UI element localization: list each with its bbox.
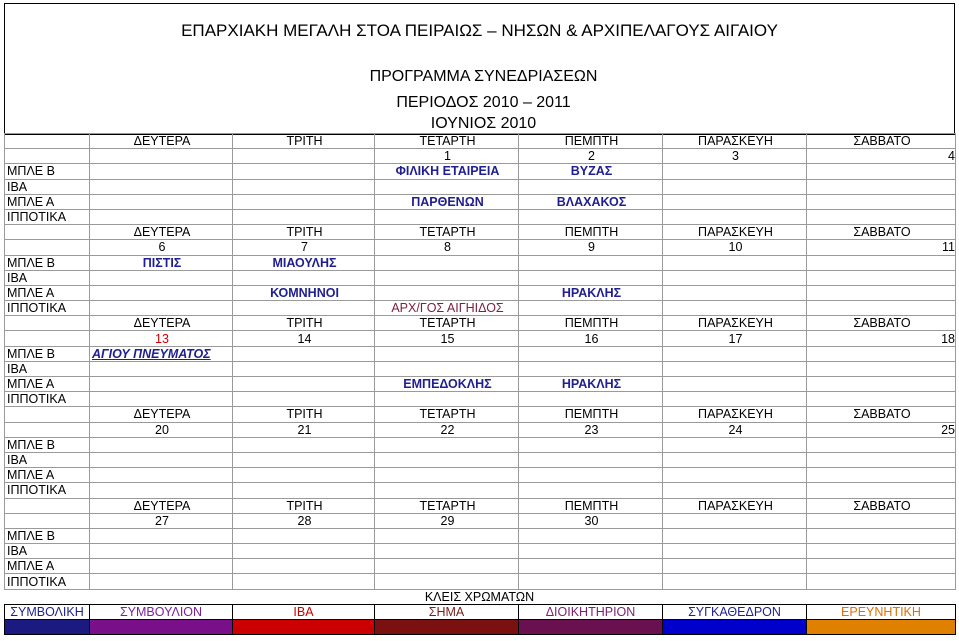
day-header-row xyxy=(5,316,956,331)
session-cell xyxy=(375,468,519,483)
hall-row xyxy=(5,361,956,376)
legend-swatch xyxy=(807,620,956,635)
session-cell xyxy=(375,392,519,407)
day-name-cell: ΤΕΤΑΡΤΗ xyxy=(375,134,519,149)
session-cell xyxy=(807,377,956,392)
date-cell xyxy=(807,513,956,528)
blank-cell xyxy=(5,316,90,331)
session-cell xyxy=(807,285,956,300)
day-name-cell: ΠΕΜΠΤΗ xyxy=(519,134,663,149)
hall-name-cell: ΜΠΛΕ Β xyxy=(5,437,90,452)
date-cell: 29 xyxy=(375,513,519,528)
session-cell xyxy=(90,194,233,209)
program-title: ΠΡΟΓΡΑΜΜΑ ΣΥΝΕΔΡΙΑΣΕΩΝ xyxy=(369,68,598,85)
session-cell xyxy=(519,483,663,498)
session-cell xyxy=(519,452,663,467)
blank-cell xyxy=(5,134,90,149)
date-cell: 15 xyxy=(375,331,519,346)
session-cell xyxy=(519,346,663,361)
day-name-cell: ΠΑΡΑΣΚΕΥΗ xyxy=(663,407,807,422)
schedule-table xyxy=(4,133,956,590)
session-cell xyxy=(90,361,233,376)
date-cell: 28 xyxy=(233,513,375,528)
hall-row xyxy=(5,574,956,589)
date-cell: 6 xyxy=(90,240,233,255)
hall-name-cell: ΙΠΠΟΤΙΚΑ xyxy=(5,301,90,316)
hall-row xyxy=(5,437,956,452)
hall-name-cell: ΙΠΠΟΤΙΚΑ xyxy=(5,209,90,224)
date-row xyxy=(5,331,956,346)
hall-name-cell: ΜΠΛΕ Α xyxy=(5,468,90,483)
session-cell xyxy=(375,270,519,285)
session-cell: ΕΜΠΕΔΟΚΛΗΣ xyxy=(375,377,519,392)
date-cell: 22 xyxy=(375,422,519,437)
session-cell xyxy=(519,544,663,559)
date-cell: 3 xyxy=(663,149,807,164)
session-cell xyxy=(90,452,233,467)
day-name-cell: ΣΑΒΒΑΤΟ xyxy=(807,134,956,149)
date-cell xyxy=(233,149,375,164)
session-cell xyxy=(519,361,663,376)
session-cell: ΗΡΑΚΛΗΣ xyxy=(519,285,663,300)
session-cell xyxy=(375,528,519,543)
session-cell xyxy=(90,270,233,285)
hall-name-cell: ΜΠΛΕ Β xyxy=(5,164,90,179)
day-name-cell: ΠΑΡΑΣΚΕΥΗ xyxy=(663,225,807,240)
session-cell xyxy=(375,437,519,452)
day-name-cell: ΣΑΒΒΑΤΟ xyxy=(807,407,956,422)
date-row xyxy=(5,422,956,437)
day-name-cell: ΔΕΥΤΕΡΑ xyxy=(90,134,233,149)
session-cell xyxy=(519,179,663,194)
day-name-cell: ΤΡΙΤΗ xyxy=(233,225,375,240)
session-cell xyxy=(663,528,807,543)
session-cell xyxy=(90,285,233,300)
session-cell xyxy=(233,301,375,316)
session-cell xyxy=(90,179,233,194)
day-name-cell: ΣΑΒΒΑΤΟ xyxy=(807,316,956,331)
hall-name-cell: ΙΠΠΟΤΙΚΑ xyxy=(5,483,90,498)
session-cell xyxy=(663,301,807,316)
session-cell xyxy=(807,468,956,483)
date-cell: 21 xyxy=(233,422,375,437)
hall-name-cell: ΜΠΛΕ Α xyxy=(5,559,90,574)
date-cell: 11 xyxy=(807,240,956,255)
session-cell xyxy=(233,483,375,498)
date-cell: 7 xyxy=(233,240,375,255)
session-cell xyxy=(807,392,956,407)
blank-cell xyxy=(5,331,90,346)
blank-cell xyxy=(5,498,90,513)
session-cell xyxy=(375,361,519,376)
legend-label: ΔΙΟΙΚΗΤΗΡΙΟΝ xyxy=(519,605,663,620)
legend-swatch xyxy=(519,620,663,635)
day-name-cell: ΔΕΥΤΕΡΑ xyxy=(90,407,233,422)
session-cell xyxy=(663,377,807,392)
date-cell: 23 xyxy=(519,422,663,437)
date-cell: 24 xyxy=(663,422,807,437)
hall-name-cell: ΙΒΑ xyxy=(5,270,90,285)
blank-cell xyxy=(5,240,90,255)
blank-cell xyxy=(5,149,90,164)
hall-name-cell: ΜΠΛΕ Α xyxy=(5,377,90,392)
session-cell xyxy=(807,270,956,285)
day-name-cell: ΤΡΙΤΗ xyxy=(233,134,375,149)
session-cell xyxy=(233,544,375,559)
session-cell xyxy=(90,468,233,483)
session-cell xyxy=(233,452,375,467)
session-cell: ΒΛΑΧΑΚΟΣ xyxy=(519,194,663,209)
date-cell: 9 xyxy=(519,240,663,255)
session-cell xyxy=(663,574,807,589)
session-cell xyxy=(233,392,375,407)
color-legend xyxy=(4,604,956,635)
hall-row xyxy=(5,559,956,574)
date-cell xyxy=(90,149,233,164)
legend-swatch xyxy=(233,620,375,635)
hall-row xyxy=(5,194,956,209)
session-cell: ΒΥΖΑΣ xyxy=(519,164,663,179)
legend-title: ΚΛΕΙΣ ΧΡΩΜΑΤΩΝ xyxy=(424,590,535,604)
session-cell xyxy=(233,361,375,376)
legend-swatch xyxy=(90,620,233,635)
day-name-cell: ΣΑΒΒΑΤΟ xyxy=(807,225,956,240)
day-name-cell: ΤΡΙΤΗ xyxy=(233,407,375,422)
session-cell xyxy=(233,270,375,285)
session-cell xyxy=(663,544,807,559)
session-cell xyxy=(807,164,956,179)
day-name-cell: ΤΕΤΑΡΤΗ xyxy=(375,316,519,331)
date-cell: 2 xyxy=(519,149,663,164)
date-cell xyxy=(663,513,807,528)
session-cell xyxy=(519,255,663,270)
session-cell xyxy=(519,301,663,316)
hall-name-cell: ΙΒΑ xyxy=(5,544,90,559)
hall-row xyxy=(5,164,956,179)
session-cell xyxy=(807,209,956,224)
day-name-cell: ΤΕΤΑΡΤΗ xyxy=(375,407,519,422)
hall-row xyxy=(5,392,956,407)
legend-label: ΕΡΕΥΝΗΤΙΚΗ xyxy=(807,605,956,620)
session-cell xyxy=(663,270,807,285)
hall-name-cell: ΜΠΛΕ Β xyxy=(5,255,90,270)
hall-name-cell: ΜΠΛΕ Β xyxy=(5,346,90,361)
date-row xyxy=(5,240,956,255)
session-cell xyxy=(807,437,956,452)
session-cell xyxy=(233,528,375,543)
session-cell xyxy=(375,255,519,270)
hall-row xyxy=(5,179,956,194)
session-cell xyxy=(519,437,663,452)
session-cell xyxy=(663,194,807,209)
day-name-cell: ΔΕΥΤΕΡΑ xyxy=(90,498,233,513)
day-name-cell: ΠΑΡΑΣΚΕΥΗ xyxy=(663,134,807,149)
session-cell xyxy=(807,528,956,543)
hall-row xyxy=(5,346,956,361)
session-cell xyxy=(807,559,956,574)
date-cell: 27 xyxy=(90,513,233,528)
day-name-cell: ΣΑΒΒΑΤΟ xyxy=(807,498,956,513)
day-header-row xyxy=(5,134,956,149)
day-name-cell: ΠΕΜΠΤΗ xyxy=(519,316,663,331)
hall-row xyxy=(5,483,956,498)
day-name-cell: ΤΕΤΑΡΤΗ xyxy=(375,498,519,513)
session-cell xyxy=(90,483,233,498)
date-cell: 17 xyxy=(663,331,807,346)
hall-name-cell: ΙΠΠΟΤΙΚΑ xyxy=(5,392,90,407)
legend-label: ΣΗΜΑ xyxy=(375,605,519,620)
session-cell xyxy=(807,301,956,316)
session-cell xyxy=(663,452,807,467)
session-cell: ΠΑΡΘΕΝΩΝ xyxy=(375,194,519,209)
legend-label: ΣΥΜΒΟΛΙΚΗ xyxy=(5,605,90,620)
hall-row xyxy=(5,285,956,300)
blank-cell xyxy=(5,422,90,437)
hall-row xyxy=(5,301,956,316)
date-cell: 1 xyxy=(375,149,519,164)
day-name-cell: ΠΕΜΠΤΗ xyxy=(519,498,663,513)
legend-swatch xyxy=(5,620,90,635)
session-cell xyxy=(807,346,956,361)
hall-row xyxy=(5,452,956,467)
day-name-cell: ΠΑΡΑΣΚΕΥΗ xyxy=(663,316,807,331)
date-cell: 20 xyxy=(90,422,233,437)
session-cell xyxy=(807,544,956,559)
hall-row xyxy=(5,544,956,559)
session-cell: ΗΡΑΚΛΗΣ xyxy=(519,377,663,392)
session-cell xyxy=(233,179,375,194)
session-cell xyxy=(375,209,519,224)
legend-label: ΣΥΜΒΟΥΛΙΟΝ xyxy=(90,605,233,620)
session-cell xyxy=(90,377,233,392)
session-cell xyxy=(90,437,233,452)
session-cell xyxy=(663,468,807,483)
date-cell: 8 xyxy=(375,240,519,255)
session-cell xyxy=(663,285,807,300)
session-cell xyxy=(233,574,375,589)
session-cell: ΜΙΑΟΥΛΗΣ xyxy=(233,255,375,270)
session-cell xyxy=(663,559,807,574)
session-cell xyxy=(519,270,663,285)
hall-row xyxy=(5,528,956,543)
session-cell xyxy=(807,361,956,376)
day-name-cell: ΤΡΙΤΗ xyxy=(233,498,375,513)
session-cell xyxy=(375,544,519,559)
session-cell xyxy=(663,209,807,224)
session-cell xyxy=(807,179,956,194)
day-name-cell: ΔΕΥΤΕΡΑ xyxy=(90,225,233,240)
hall-name-cell: ΜΠΛΕ Α xyxy=(5,285,90,300)
hall-name-cell: ΜΠΛΕ Β xyxy=(5,528,90,543)
hall-name-cell: ΙΒΑ xyxy=(5,179,90,194)
date-cell: 30 xyxy=(519,513,663,528)
session-cell xyxy=(90,544,233,559)
session-cell: ΠΙΣΤΙΣ xyxy=(90,255,233,270)
hall-row xyxy=(5,209,956,224)
session-cell xyxy=(663,392,807,407)
day-name-cell: ΤΡΙΤΗ xyxy=(233,316,375,331)
hall-row xyxy=(5,255,956,270)
session-cell xyxy=(233,468,375,483)
session-cell xyxy=(663,164,807,179)
legend-swatch xyxy=(663,620,807,635)
session-cell xyxy=(233,377,375,392)
session-cell xyxy=(375,574,519,589)
hall-name-cell: ΙΠΠΟΤΙΚΑ xyxy=(5,574,90,589)
day-name-cell: ΔΕΥΤΕΡΑ xyxy=(90,316,233,331)
date-cell: 16 xyxy=(519,331,663,346)
hall-name-cell: ΜΠΛΕ Α xyxy=(5,194,90,209)
day-name-cell: ΤΕΤΑΡΤΗ xyxy=(375,225,519,240)
session-cell xyxy=(375,483,519,498)
session-cell xyxy=(663,255,807,270)
session-cell xyxy=(233,164,375,179)
session-cell xyxy=(90,209,233,224)
session-cell xyxy=(375,285,519,300)
hall-row xyxy=(5,270,956,285)
day-name-cell: ΠΕΜΠΤΗ xyxy=(519,225,663,240)
session-cell xyxy=(807,194,956,209)
session-cell xyxy=(663,179,807,194)
blank-cell xyxy=(5,225,90,240)
session-cell xyxy=(519,392,663,407)
session-cell xyxy=(807,483,956,498)
session-cell: ΚΟΜΝΗΝΟΙ xyxy=(233,285,375,300)
session-cell xyxy=(90,528,233,543)
month-title: ΙΟΥΝΙΟΣ 2010 xyxy=(430,115,537,132)
session-cell xyxy=(90,574,233,589)
hall-name-cell: ΙΒΑ xyxy=(5,361,90,376)
blank-cell xyxy=(5,407,90,422)
session-cell xyxy=(663,437,807,452)
session-cell: ΦΙΛΙΚΗ ΕΤΑΙΡΕΙΑ xyxy=(375,164,519,179)
hall-name-cell: ΙΒΑ xyxy=(5,452,90,467)
blank-cell xyxy=(5,513,90,528)
date-cell: 4 xyxy=(807,149,956,164)
legend-label: ΣΥΓΚΑΘΕΔΡΟΝ xyxy=(663,605,807,620)
session-cell xyxy=(807,255,956,270)
schedule-sheet xyxy=(4,3,955,637)
session-cell: ΑΡΧ/ΓΟΣ ΑΙΓΗΙΔΟΣ xyxy=(375,301,519,316)
session-cell xyxy=(663,346,807,361)
session-cell xyxy=(90,392,233,407)
session-cell xyxy=(807,452,956,467)
session-cell xyxy=(90,164,233,179)
date-cell: 10 xyxy=(663,240,807,255)
day-header-row xyxy=(5,498,956,513)
date-cell: 14 xyxy=(233,331,375,346)
day-header-row xyxy=(5,225,956,240)
session-cell xyxy=(519,209,663,224)
session-cell xyxy=(375,346,519,361)
session-cell xyxy=(233,346,375,361)
date-cell: 25 xyxy=(807,422,956,437)
session-cell xyxy=(233,437,375,452)
session-cell xyxy=(233,194,375,209)
session-cell xyxy=(519,468,663,483)
header-box xyxy=(4,3,955,135)
session-cell xyxy=(519,528,663,543)
date-row xyxy=(5,513,956,528)
session-cell xyxy=(519,574,663,589)
session-cell xyxy=(519,559,663,574)
session-cell xyxy=(375,452,519,467)
hall-row xyxy=(5,377,956,392)
session-cell xyxy=(90,301,233,316)
day-name-cell: ΠΕΜΠΤΗ xyxy=(519,407,663,422)
session-cell: ΑΓΙΟΥ ΠΝΕΥΜΑΤΟΣ xyxy=(90,346,233,361)
day-header-row xyxy=(5,407,956,422)
session-cell xyxy=(90,559,233,574)
session-cell xyxy=(233,209,375,224)
legend-swatch xyxy=(375,620,519,635)
session-cell xyxy=(663,361,807,376)
session-cell xyxy=(375,559,519,574)
session-cell xyxy=(233,559,375,574)
legend-label: ΙΒΑ xyxy=(233,605,375,620)
period-title: ΠΕΡΙΟΔΟΣ 2010 – 2011 xyxy=(396,94,571,111)
day-name-cell: ΠΑΡΑΣΚΕΥΗ xyxy=(663,498,807,513)
hall-row xyxy=(5,468,956,483)
session-cell xyxy=(807,574,956,589)
date-row xyxy=(5,149,956,164)
date-cell: 13 xyxy=(90,331,233,346)
session-cell xyxy=(663,483,807,498)
session-cell xyxy=(375,179,519,194)
lodge-title: ΕΠΑΡΧΙΑΚΗ ΜΕΓΑΛΗ ΣΤΟΑ ΠΕΙΡΑΙΩΣ – ΝΗΣΩΝ & ΑΡΧΙΠΕΛΑΓΟΥΣ ΑΙΓΑΙΟΥ xyxy=(181,21,778,40)
date-cell: 18 xyxy=(807,331,956,346)
